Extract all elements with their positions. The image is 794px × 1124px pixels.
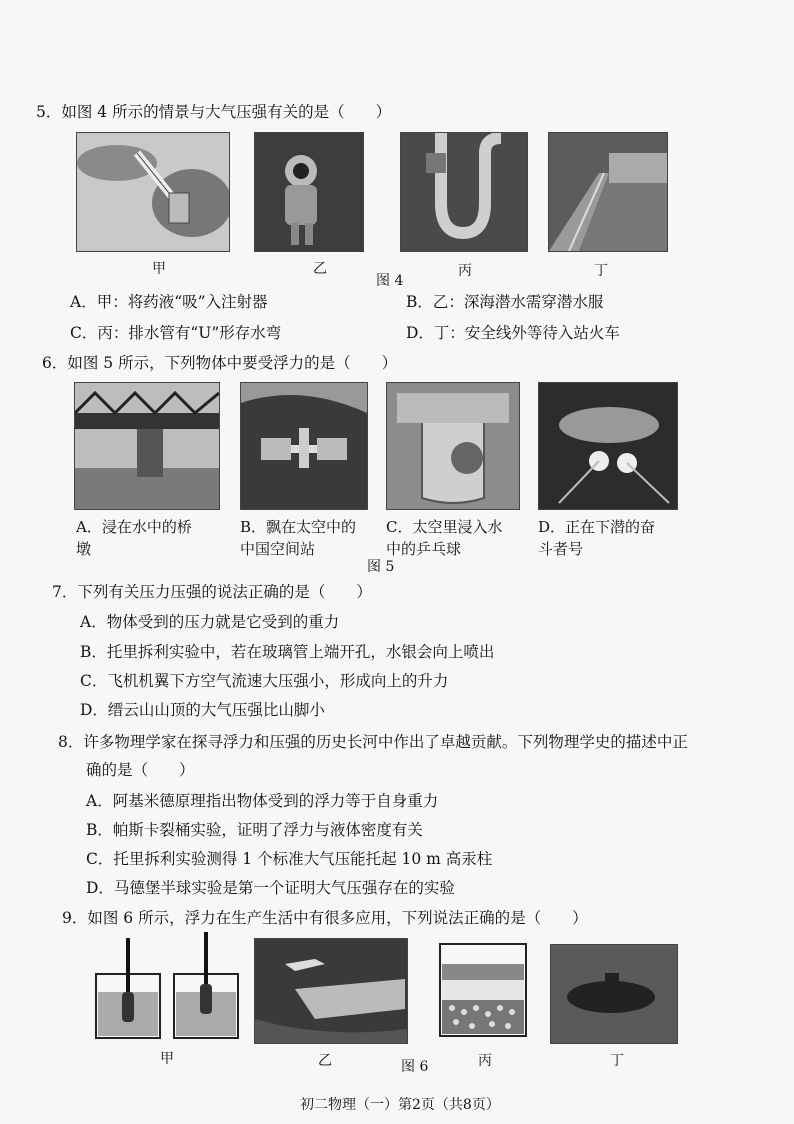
q5-label-bing: 丙	[458, 263, 472, 279]
photo-u-pipe	[400, 132, 528, 252]
page-footer: 初二物理（一）第2页（共8页）	[300, 1097, 500, 1113]
figure-densimeter-beakers	[94, 932, 244, 1042]
q5-option-a: A．甲：将药液“吸”入注射器	[70, 293, 268, 311]
photo-submarine-fendouzhe	[538, 382, 678, 510]
q5-option-c: C．丙：排水管有“U”形存水弯	[70, 324, 282, 342]
q7-option-b: B．托里拆利实验中，若在玻璃管上端开孔，水银会向上喷出	[80, 643, 495, 661]
photo-bridge-pier	[74, 382, 220, 510]
q9-label-ding: 丁	[610, 1053, 624, 1069]
q7-option-c: C．飞机机翼下方空气流速大压强小，形成向上的升力	[80, 672, 449, 690]
q8-option-b: B．帕斯卡裂桶实验，证明了浮力与液体密度有关	[86, 821, 423, 839]
photo-diver	[254, 132, 364, 252]
q5-label-yi: 乙	[313, 261, 327, 277]
figure-seed-selection-beaker	[438, 942, 528, 1038]
q9-stem: 9．如图 6 所示，浮力在生产生活中有很多应用，下列说法正确的是（ ）	[62, 909, 588, 927]
q5-stem: 5．如图 4 所示的情景与大气压强有关的是（ ）	[36, 103, 392, 121]
q5-option-b: B．乙：深海潜水需穿潜水服	[406, 293, 604, 311]
photo-space-station	[240, 382, 368, 510]
q7-option-d: D．缙云山山顶的大气压强比山脚小	[80, 701, 325, 719]
q6-option-d: D．正在下潜的奋斗者号	[538, 518, 656, 558]
q8-stem-line1: 8．许多物理学家在探寻浮力和压强的历史长河中作出了卓越贡献。下列物理学史的描述中正	[58, 733, 688, 751]
q7-option-a: A．物体受到的压力就是它受到的重力	[80, 613, 340, 631]
q5-option-d: D．丁：安全线外等待入站火车	[406, 324, 620, 342]
q6-figure-caption: 图 5	[367, 559, 395, 575]
q6-option-a: A．浸在水中的桥墩	[76, 518, 192, 558]
q8-option-a: A．阿基米德原理指出物体受到的浮力等于自身重力	[86, 792, 439, 810]
photo-pingpong-in-water	[386, 382, 520, 510]
q5-label-jia: 甲	[152, 261, 166, 277]
q6-option-c: C．太空里浸入水中的乒乓球	[386, 518, 503, 558]
photo-syringe	[76, 132, 230, 252]
q5-figure-caption: 图 4	[376, 273, 404, 289]
photo-submarine	[550, 944, 678, 1044]
q9-label-yi: 乙	[318, 1053, 332, 1069]
q8-stem-line2: 确的是（ ）	[86, 761, 195, 779]
q6-option-b: B．飘在太空中的中国空间站	[240, 518, 357, 558]
q9-label-bing: 丙	[478, 1053, 492, 1069]
photo-train-platform	[548, 132, 668, 252]
q8-option-d: D．马德堡半球实验是第一个证明大气压强存在的实验	[86, 879, 455, 897]
photo-aircraft-carrier	[254, 938, 408, 1044]
q9-figure-caption: 图 6	[401, 1059, 429, 1075]
q5-label-ding: 丁	[594, 263, 608, 279]
q9-label-jia: 甲	[160, 1051, 174, 1067]
q7-stem: 7．下列有关压力压强的说法正确的是（ ）	[52, 583, 372, 601]
q8-option-c: C．托里拆利实验测得 1 个标准大气压能托起 10 m 高汞柱	[86, 850, 493, 868]
q6-stem: 6．如图 5 所示，下列物体中要受浮力的是（ ）	[42, 354, 398, 372]
